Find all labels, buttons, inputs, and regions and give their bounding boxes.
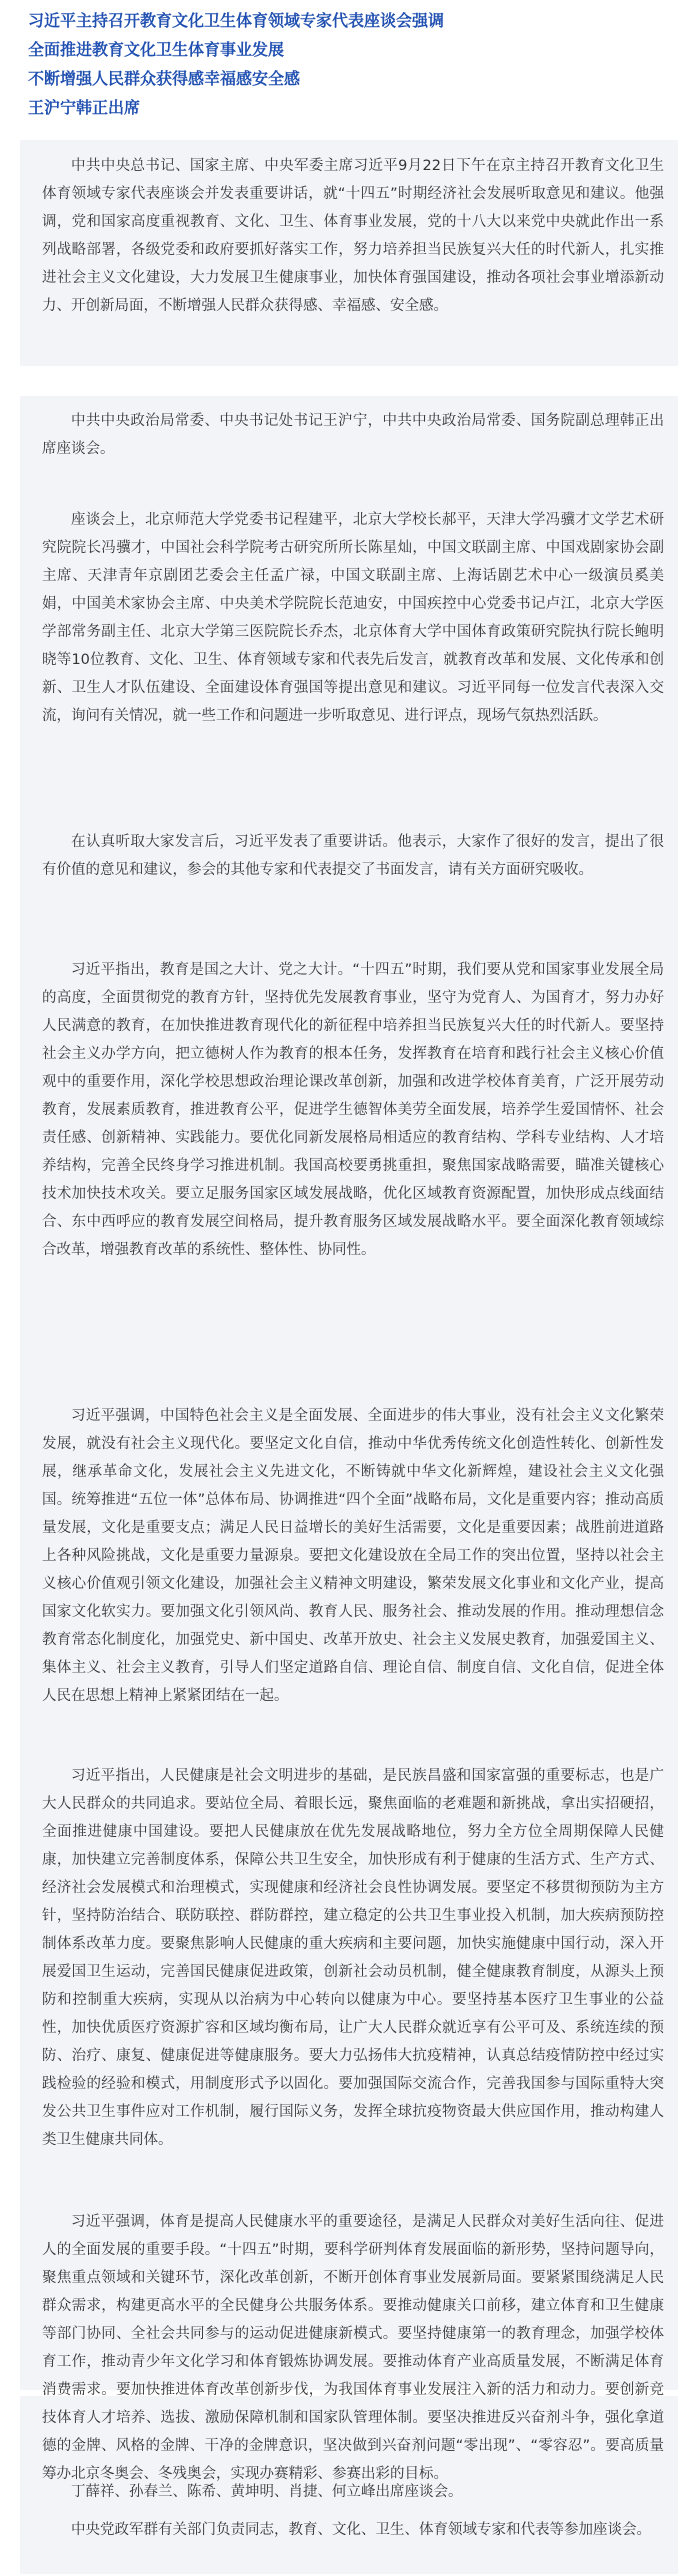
headline-line-4: 王沪宁韩正出席 [28,98,141,117]
article-headline [28,6,668,122]
paragraph: 中共中央总书记、国家主席、中央军委主席习近平9月22日下午在京主持召开教育文化卫生体育领域专家代表座谈会并发表重要讲话，就“十四五”时期经济社会发展听取意见和建议。他强调，党和国家高度重视教育、文化、卫生、体育事业发展，党的十八大以来党中央就此作出一系列战略部署，各级党委和政府要抓好落实工作，努力培养担当民族复兴大任的时代新人，扎实推进社会主义文化建设，大力发展卫生健康事业，加快体育强国建设，推动各项社会事业增添新动力、开创新局面，不断增强人民群众获得感、幸福感、安全感。 [42,158,664,314]
paragraph: 习近平强调，体育是提高人民健康水平的重要途径，是满足人民群众对美好生活向往、促进人的全面发展的重要手段。“十四五”时期，要科学研判体育发展面临的新形势，坚持问题导向，聚焦重点领域和关键环节，深化改革创新，不断开创体育事业发展新局面。要紧紧围绕满足人民群众需求，构建更高水平的全民健身公共服务体系。要推动健康关口前移，建立体育和卫生健康等部门协同、全社会共同参与的运动促进健康新模式。要坚持健康第一的教育理念，加强学校体育工作，推动青少年文化学习和体育锻炼协调发展。要推动体育产业高质量发展，不断满足体育消费需求。要加快推进体育改革创新步伐，为我国体育事业发展注入新的活力和动力。要创新竞技体育人才培养、选拔、激励保障机制和国家队管理体制。要坚决推进反兴奋剂斗争，强化拿道德的金牌、风格的金牌、干净的金牌意识，坚决做到兴奋剂问题“零出现”、“零容忍”。要高质量筹办北京冬奥会、冬残奥会，实现办赛精彩、参赛出彩的目标。 [42,2214,664,2482]
paragraph: 中共中央政治局常委、中央书记处书记王沪宁，中共中央政治局常委、国务院副总理韩正出席座谈会。 [42,413,664,457]
paragraph: 中央党政军群有关部门负责同志，教育、文化、卫生、体育领域专家和代表等参加座谈会。 [71,2522,651,2538]
paragraph: 习近平强调，中国特色社会主义是全面发展、全面进步的伟大事业，没有社会主义文化繁荣发展，就没有社会主义现代化。要坚定文化自信，推动中华优秀传统文化创造性转化、创新性发展，继承革命文化，发展社会主义先进文化，不断铸就中华文化新辉煌，建设社会主义文化强国。统筹推进“五位一体”总体布局、协调推进“四个全面”战略布局，文化是重要内容；推动高质量发展，文化是重要支点；满足人民日益增长的美好生活需要，文化是重要因素；战胜前进道路上各种风险挑战，文化是重要力量源泉。要把文化建设放在全局工作的突出位置，坚持以社会主义核心价值观引领文化建设，加强社会主义精神文明建设，繁荣发展文化事业和文化产业，提高国家文化软实力。要加强文化引领风尚、教育人民、服务社会、推动发展的作用。推动理想信念教育常态化制度化，加强党史、新中国史、改革开放史、社会主义发展史教育，加强爱国主义、集体主义、社会主义教育，引导人们坚定道路自信、理论自信、制度自信、文化自信，促进全体人民在思想上精神上紧紧团结在一起。 [42,1408,664,1704]
paragraph: 在认真听取大家发言后，习近平发表了重要讲话。他表示，大家作了很好的发言，提出了很有价值的意见和建议，参会的其他专家和代表提交了书面发言，请有关方面研究吸收。 [42,834,664,878]
paragraph: 习近平指出，人民健康是社会文明进步的基础，是民族昌盛和国家富强的重要标志，也是广大人民群众的共同追求。要站位全局、着眼长远，聚焦面临的老难题和新挑战，拿出实招硬招，全面推进健康中国建设。要把人民健康放在优先发展战略地位，努力全方位全周期保障人民健康，加快建立完善制度体系，保障公共卫生安全，加快形成有利于健康的生活方式、生产方式、经济社会发展模式和治理模式，实现健康和经济社会良性协调发展。要坚定不移贯彻预防为主方针，坚持防治结合、联防联控、群防群控，建立稳定的公共卫生事业投入机制，加大疾病预防控制体系改革力度。要聚焦影响人民健康的重大疾病和主要问题，加快实施健康中国行动，深入开展爱国卫生运动，完善国民健康促进政策，创新社会动员机制，健全健康教育制度，从源头上预防和控制重大疾病，实现从以治病为中心转向以健康为中心。要坚持基本医疗卫生事业的公益性，加快优质医疗资源扩容和区域均衡布局，让广大人民群众就近享有公平可及、系统连续的预防、治疗、康复、健康促进等健康服务。要大力弘扬伟大抗疫精神，认真总结疫情防控中经过实践检验的经验和模式，用制度形式予以固化。要加强国际交流合作，完善我国参与国际重特大突发公共卫生事件应对工作机制，履行国际义务，发挥全球抗疫物资最大供应国作用，推动构建人类卫生健康共同体。 [42,1768,664,2148]
paragraph: 座谈会上，北京师范大学党委书记程建平，北京大学校长郝平，天津大学冯骥才文学艺术研究院院长冯骥才，中国社会科学院考古研究所所长陈星灿，中国文联副主席、中国戏剧家协会副主席、天津青年京剧团艺委会主任孟广禄，中国文联副主席、上海话剧艺术中心一级演员奚美娟，中国美术家协会主席、中央美术学院院长范迪安，中国疾控中心党委书记卢江，北京大学医学部常务副主任、北京大学第三医院院长乔杰，北京体育大学中国体育政策研究院执行院长鲍明晓等10位教育、文化、卫生、体育领域专家和代表先后发言，就教育改革和发展、文化传承和创新、卫生人才队伍建设、全面建设体育强国等提出意见和建议。习近平同每一位发言代表深入交流，询问有关情况，就一些工作和问题进一步听取意见、进行评点，现场气氛热烈活跃。 [42,512,664,724]
paragraph: 丁薛祥、孙春兰、陈希、黄坤明、肖捷、何立峰出席座谈会。 [71,2484,463,2500]
headline-line-3: 不断增强人民群众获得感幸福感安全感 [28,69,301,88]
headline-line-2: 全面推进教育文化卫生体育事业发展 [28,40,285,59]
headline-line-1: 习近平主持召开教育文化卫生体育领域专家代表座谈会强调 [28,11,445,30]
paragraph: 习近平指出，教育是国之大计、党之大计。“十四五”时期，我们要从党和国家事业发展全局的高度，全面贯彻党的教育方针，坚持优先发展教育事业，坚守为党育人、为国育才，努力办好人民满意的教育，在加快推进教育现代化的新征程中培养担当民族复兴大任的时代新人。要坚持社会主义办学方向，把立德树人作为教育的根本任务，发挥教育在培育和践行社会主义核心价值观中的重要作用，深化学校思想政治理论课改革创新，加强和改进学校体育美育，广泛开展劳动教育，发展素质教育，推进教育公平，促进学生德智体美劳全面发展，培养学生爱国情怀、社会责任感、创新精神、实践能力。要优化同新发展格局相适应的教育结构、学科专业结构、人才培养结构，完善全民终身学习推进机制。我国高校要勇挑重担，聚焦国家战略需要，瞄准关键核心技术加快技术攻关。要立足服务国家区域发展战略，优化区域教育资源配置，加快形成点线面结合、东中西呼应的教育发展空间格局，提升教育服务区域发展战略水平。要全面深化教育领域综合改革，增强教育改革的系统性、整体性、协同性。 [42,962,664,1258]
